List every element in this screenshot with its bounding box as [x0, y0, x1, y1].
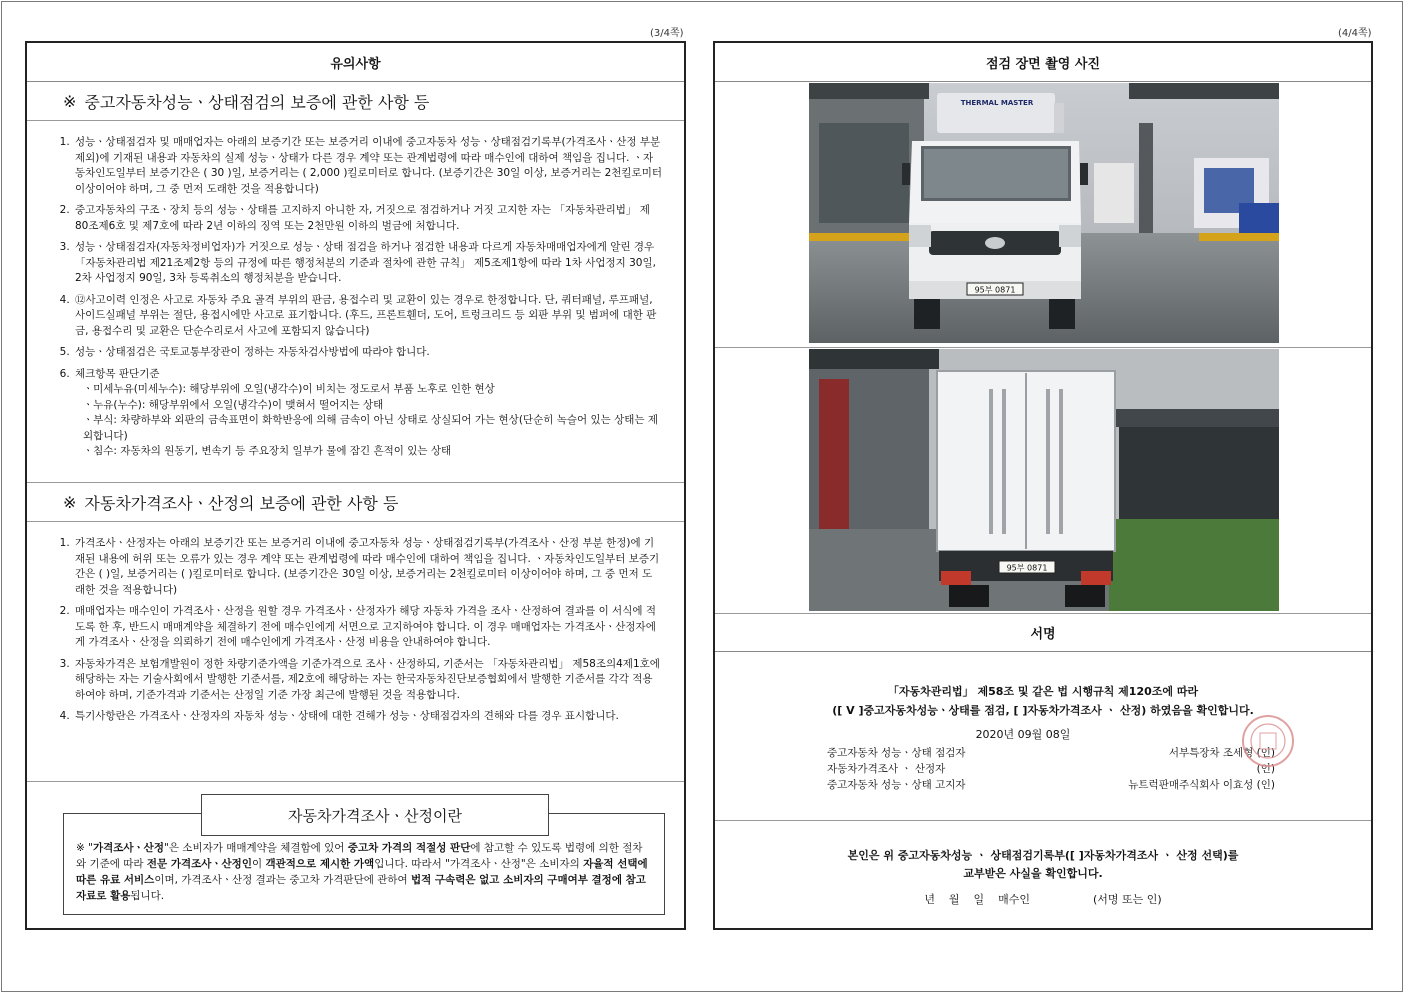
seal-stamp-graphic [1244, 717, 1292, 765]
signer-value: (인) [1256, 762, 1275, 775]
photo-header: 점검 장면 촬영 사진 [715, 43, 1371, 82]
def-bold: 가격조사ㆍ산정 [92, 842, 164, 854]
divider [27, 781, 684, 782]
front-plate-text: 95부 0871 [974, 285, 1016, 295]
rear-truck-photo [809, 349, 1279, 611]
price-assessment-box-title: 자동차가격조사ㆍ산정이란 [201, 794, 549, 836]
clause-item: 3. 자동차가격은 보험개발원이 정한 차량기준가액을 기준가격으로 조사ㆍ산정하되, 기준서는 「자동차관리법」 제58조의4제1호에 해당하는 자는 기술사회에서 발행한 기준서를, 제2호에 해당하는 자는 한국자동차진단보증협회에서 발행한 기준서를 각각 적용하여야 하며, 기준가격과 기준서는 산정일 기준 가장 최근에 발행된 것을 적용합니다. [73, 657, 662, 704]
criteria-flood: ㆍ침수: 자동차의 원동기, 변속기 등 주요장치 일부가 물에 잠긴 흔적이 있는 상태 [83, 445, 452, 457]
section-performance-guarantee-title [27, 82, 684, 121]
truck-brand-text: THERMAL MASTER [960, 99, 1034, 107]
clause-item-check-criteria [73, 367, 662, 460]
signer-value: 서부특장차 조세형 (인) [1168, 746, 1275, 759]
price-guarantee-list [27, 522, 684, 725]
signer-row [715, 776, 1371, 792]
def-bold: 중고차 가격의 적절성 판단 [347, 842, 471, 854]
buyer-acknowledgement [715, 847, 1371, 907]
def-text: 에 참고할 수 있도록 법령에 의한 절차와 기준에 따라 [76, 842, 643, 870]
front-truck-image [809, 83, 1279, 343]
def-text: 이며, 가격조사ㆍ산정 결과는 중고차 가격판단에 관하여 [154, 874, 411, 886]
seal-stamp [1242, 715, 1294, 767]
section-title-text: 자동차가격조사ㆍ산정의 보증에 관한 사항 등 [84, 493, 399, 513]
receipt-line: 본인은 위 중고자동차성능 ㆍ 상태점검기록부([ ]자동차가격조사 ㆍ 산정 선택)를 [847, 849, 1239, 862]
section-title-text: 중고자동차성능ㆍ상태점검의 보증에 관한 사항 등 [84, 92, 430, 112]
signer-label: 자동차가격조사 ㆍ 산정자 [827, 762, 946, 775]
rear-truck-image [809, 349, 1279, 611]
receipt-line-2: 교부받은 사실을 확인합니다. [963, 867, 1103, 880]
clause-item: 2. 매매업자는 매수인이 가격조사ㆍ산정을 원할 경우 가격조사ㆍ산정자가 해당 자동차 가격을 조사ㆍ산정하여 결과를 이 서식에 적도록 한 후, 반드시 매매계약을 체결하기 전에 매수인에게 서면으로 고지하여야 합니다. 이 경우 매매업자는 가격조사ㆍ산정자에게 가격조사ㆍ산정을 의뢰하기 전에 매수인에게 가격조사ㆍ산정 비용을 안내하여야 합니다. [73, 604, 662, 651]
clause-item: 3. 성능ㆍ상태점검자(자동차정비업자)가 거짓으로 성능ㆍ상태 점검을 하거나 점검한 내용과 다르게 자동차매매업자에게 알린 경우 「자동차관리법 제21조제2항 등의 규정에 따른 행정처분의 기준과 절차에 관한 규칙」 제5조제1항에 따라 1차 사업정지 30일, 2차 사업정지 90일, 3차 등록취소의 행정처분을 받습니다. [73, 240, 662, 287]
sign-date: 2020년 09월 08일 [975, 728, 1071, 741]
def-text: ※ " [76, 842, 93, 854]
criteria-minor-leak: ㆍ미세누유(미세누수): 해당부위에 오일(냉각수)이 비치는 정도로서 부품 노후로 인한 현상 [83, 383, 495, 395]
confirmation-line: ([ V ]중고자동차성능ㆍ상태를 점검, [ ]자동차가격조사 ㆍ 산정) 하였음을 확인합니다. [832, 704, 1254, 717]
clause-item: 4. ⑫사고이력 인정은 사고로 자동차 주요 골격 부위의 판금, 용접수리 및 교환이 있는 경우로 한정합니다. 단, 쿼터패널, 루프패널, 사이드실패널 부위는 절단, 용접시에만 사고로 표기합니다. (후드, 프론트휀더, 도어, 트렁크리드 등 외판 부위 및 범퍼에 대한 판금, 용접수리 및 교환은 단순수리로서 사고에 포함되지 않습니다) [73, 293, 662, 340]
check-criteria-title: 체크항목 판단기준 [75, 367, 160, 380]
def-bold: 법적 구속력은 없고 소비자의 구매여부 결정에 참고자료로 활용 [76, 874, 646, 902]
criteria-leak: ㆍ누유(누수): 해당부위에서 오일(냉각수)이 맺혀서 떨어지는 상태 [83, 398, 384, 411]
inspection-photo-panel [713, 41, 1373, 930]
def-text: 입니다. 따라서 "가격조사ㆍ산정"은 소비자의 [374, 858, 584, 870]
divider [715, 820, 1371, 821]
clause-item: 2. 중고자동차의 구조ㆍ장치 등의 성능ㆍ상태를 고지하지 아니한 자, 거짓으로 점검하거나 거짓 고지한 자는 「자동차관리법」 제80조제6호 및 제7호에 따라 2년 이하의 징역 또는 2천만원 이하의 벌금에 처합니다. [73, 203, 662, 234]
signer-label: 중고자동차 성능ㆍ상태 점검자 [827, 746, 966, 759]
def-text: 됩니다. [130, 890, 165, 902]
criteria-corrosion: ㆍ부식: 차량하부와 외판의 금속표면이 화학반응에 의해 금속이 아닌 상태로 상실되어 가는 현상(단순히 녹슬어 있는 상태는 제외합니다) [83, 414, 658, 442]
buyer-sign-line: 년 월 일 매수인 (서명 또는 인) [924, 893, 1162, 906]
legal-basis-line: 「자동차관리법」 제58조 및 같은 법 시행규칙 제120조에 따라 [887, 685, 1199, 698]
note-mark: ※ [63, 492, 77, 512]
clause-item: 1. 가격조사ㆍ산정자는 아래의 보증기간 또는 보증거리 이내에 중고자동차 성능ㆍ상태점검기록부(가격조사ㆍ산정 부분 한정)에 기재된 내용에 허위 또는 오류가 있는 경우 계약 또는 관계법령에 따라 매수인에 대하여 책임을 집니다. ㆍ자동차인도일부터 보증기간은 ( )일, 보증거리는 ( )킬로미터로 합니다. (보증기간은 30일 이상, 보증거리는 2천킬로미터 이상이어야 하며, 그 중 먼저 도래한 것을 적용합니다) [73, 536, 662, 598]
rear-plate-text: 95부 0871 [1006, 563, 1048, 573]
notice-panel [25, 41, 686, 930]
def-bold: 전문 가격조사ㆍ산정인 [146, 858, 252, 870]
signature-header: 서명 [715, 613, 1371, 652]
page-number-left: (3/4쪽) [650, 28, 684, 39]
def-text: "은 소비자가 매매계약을 체결함에 있어 [163, 842, 348, 854]
def-bold: 객관적으로 제시한 가액 [265, 858, 375, 870]
signer-value: 뉴트럭판매주식회사 이효성 (인) [1128, 778, 1275, 791]
clause-item: 4. 특기사항란은 가격조사ㆍ산정자의 자동차 성능ㆍ상태에 대한 견해가 성능ㆍ상태점검자의 견해와 다를 경우 표시합니다. [73, 709, 662, 725]
front-truck-photo [809, 83, 1279, 343]
notice-header: 유의사항 [27, 43, 684, 82]
note-mark: ※ [63, 91, 77, 111]
clause-item: 1. 성능ㆍ상태점검자 및 매매업자는 아래의 보증기간 또는 보증거리 이내에 중고자동차 성능ㆍ상태점검기록부(가격조사ㆍ산정 부분 제외)에 기재된 내용과 자동차의 실제 성능ㆍ상태가 다른 경우 계약 또는 관계법령에 따라 매수인에 대하여 책임을 집니다. ㆍ자동차인도일부터 보증기간은 ( 30 )일, 보증거리는 ( 2,000 )킬로미터로 합니다. (보증기간은 30일 이상, 보증거리는 2천킬로미터 이상이어야 하며, 그 중 먼저 도래한 것을 적용합니다) [73, 135, 662, 197]
clause-item: 5. 성능ㆍ상태점검은 국토교통부장관이 정하는 자동차검사방법에 따라야 합니다. [73, 345, 662, 361]
def-text: 이 [251, 858, 266, 870]
signer-label: 중고자동차 성능ㆍ상태 고지자 [827, 778, 966, 791]
front-photo-cell [715, 81, 1371, 348]
section-price-guarantee-title [27, 482, 684, 522]
page-number-right: (4/4쪽) [1338, 28, 1372, 39]
def-bold: 자율적 선택에 따른 유료 서비스 [76, 858, 648, 886]
rear-photo-cell [715, 347, 1371, 614]
performance-guarantee-list [27, 121, 684, 457]
